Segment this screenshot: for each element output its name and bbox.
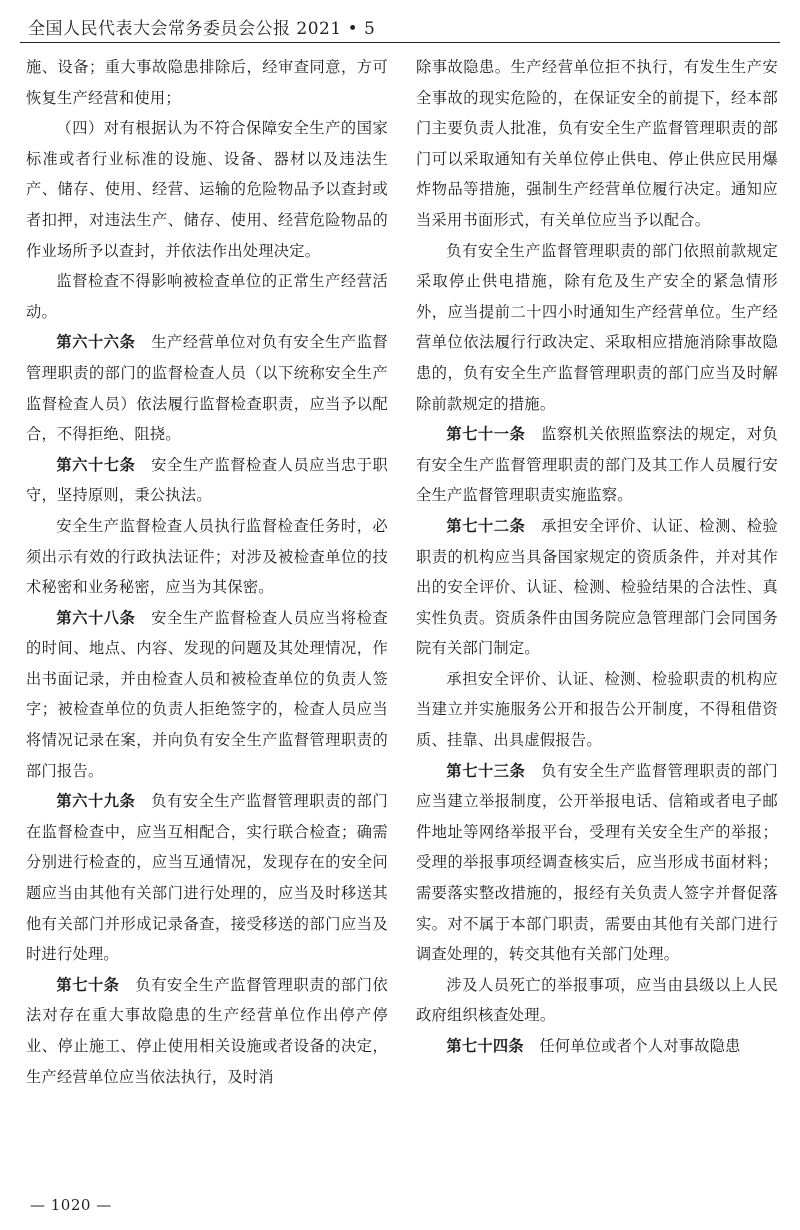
- paragraph: [26, 266, 388, 327]
- paragraph-text: 安全生产监督检查人员应当忠于职守，坚持原则，秉公执法。: [26, 455, 388, 505]
- paragraph: [416, 511, 778, 664]
- paragraph: [26, 786, 388, 970]
- page-number: — 1020 —: [30, 1196, 112, 1214]
- paragraph: [26, 603, 388, 787]
- paragraph-text: 负有安全生产监督管理职责的部门应当建立举报制度，公开举报电话、信箱或者电子邮件地址等网络举报平台，受理有关安全生产的举报；受理的举报事项经调查核实后，应当形成书面材料；需要落实整改措施的，报经有关负责人签字并督促落实。对不属于本部门职责，需要由其他有关部门进行调查处理的，转交其他有关部门处理。: [416, 761, 778, 964]
- paragraph-text: 监督检查不得影响被检查单位的正常生产经营活动。: [26, 272, 388, 321]
- article-number: 第七十条: [56, 975, 120, 994]
- article-number: 第七十一条: [446, 425, 526, 444]
- paragraph-text: 生产经营单位对负有安全生产监督管理职责的部门的监督检查人员（以下统称安全生产监督检查人员）依法履行监督检查职责，应当予以配合，不得拒绝、阻挠。: [26, 333, 388, 444]
- paragraph: [416, 236, 778, 420]
- article-number: 第六十六条: [56, 333, 136, 352]
- paragraph: [416, 756, 778, 970]
- paragraph: [26, 113, 388, 266]
- right-column: [416, 52, 778, 1062]
- paragraph-text: 除事故隐患。生产经营单位拒不执行，有发生生产安全事故的现实危险的，在保证安全的前提下，经本部门主要负责人批准，负有安全生产监督管理职责的部门可以采取通知有关单位停止供电、停止供应民用爆炸物品等措施，强制生产经营单位履行决定。通知应当采用书面形式，有关单位应当予以配合。: [416, 58, 778, 229]
- paragraph: [416, 52, 778, 236]
- article-number: 第六十八条: [56, 608, 136, 627]
- paragraph-text: 承担安全评价、认证、检测、检验职责的机构应当建立并实施服务公开和报告公开制度，不得租借资质、挂靠、出具虚假报告。: [416, 669, 778, 750]
- paragraph-text: 施、设备；重大事故隐患排除后，经审查同意，方可恢复生产经营和使用；: [26, 58, 388, 107]
- article-number: 第六十七条: [56, 455, 136, 474]
- article-number: 第七十三条: [446, 761, 526, 780]
- paragraph-text: 监察机关依照监察法的规定，对负有安全生产监督管理职责的部门及其工作人员履行安全生产监督管理职责实施监察。: [416, 425, 778, 505]
- article-number: 第七十二条: [446, 516, 526, 535]
- paragraph-text: 任何单位或者个人对事故隐患: [523, 1037, 741, 1055]
- paragraph-text: 安全生产监督检查人员应当将检查的时间、地点、内容、发现的问题及其处理情况，作出书面记录，并由检查人员和被检查单位的负责人签字；被检查单位的负责人拒绝签字的，检查人员应当将情况记录在案，并向负有安全生产监督管理职责的部门报告。: [26, 608, 388, 780]
- paragraph: [26, 511, 388, 603]
- left-column: [26, 52, 388, 1092]
- paragraph-text: （四）对有根据认为不符合保障安全生产的国家标准或者行业标准的设施、设备、器材以及违法生产、储存、使用、经营、运输的危险物品予以查封或者扣押，对违法生产、储存、使用、经营危险物品的作业场所予以查封，并依法作出处理决定。: [26, 119, 388, 260]
- article-number: 第六十九条: [56, 792, 136, 811]
- paragraph: [416, 970, 778, 1031]
- article-number: 第七十四条: [446, 1037, 524, 1055]
- paragraph: [26, 52, 388, 113]
- paragraph: [26, 970, 388, 1092]
- paragraph: [416, 664, 778, 756]
- paragraph: [26, 327, 388, 449]
- gazette-title: 全国人民代表大会常务委员会公报 2021 • 5: [28, 19, 376, 39]
- paragraph-text: 负有安全生产监督管理职责的部门依照前款规定采取停止供电措施，除有危及生产安全的紧急情形外，应当提前二十四小时通知生产经营单位。生产经营单位依法履行行政决定、采取相应措施消除事故隐患的，负有安全生产监督管理职责的部门应当及时解除前款规定的措施。: [416, 241, 778, 413]
- paragraph-text: 负有安全生产监督管理职责的部门依法对存在重大事故隐患的生产经营单位作出停产停业、停止施工、停止使用相关设施或者设备的决定，生产经营单位应当依法执行，及时消: [26, 975, 388, 1086]
- paragraph: [416, 419, 778, 511]
- paragraph: [416, 1031, 778, 1062]
- paragraph-text: 承担安全评价、认证、检测、检验职责的机构应当具备国家规定的资质条件，并对其作出的安全评价、认证、检测、检验结果的合法性、真实性负责。资质条件由国务院应急管理部门会同国务院有关部门制定。: [416, 516, 778, 658]
- paragraph: [26, 450, 388, 511]
- paragraph-text: 负有安全生产监督管理职责的部门在监督检查中，应当互相配合，实行联合检查；确需分别进行检查的，应当互通情况，发现存在的安全问题应当由其他有关部门进行处理的，应当及时移送其他有关部门并形成记录备查，接受移送的部门应当及时进行处理。: [26, 792, 388, 964]
- page-header: [20, 8, 780, 43]
- paragraph-text: 安全生产监督检查人员执行监督检查任务时，必须出示有效的行政执法证件；对涉及被检查单位的技术秘密和业务秘密，应当为其保密。: [26, 516, 388, 597]
- paragraph-text: 涉及人员死亡的举报事项，应当由县级以上人民政府组织核查处理。: [416, 975, 778, 1025]
